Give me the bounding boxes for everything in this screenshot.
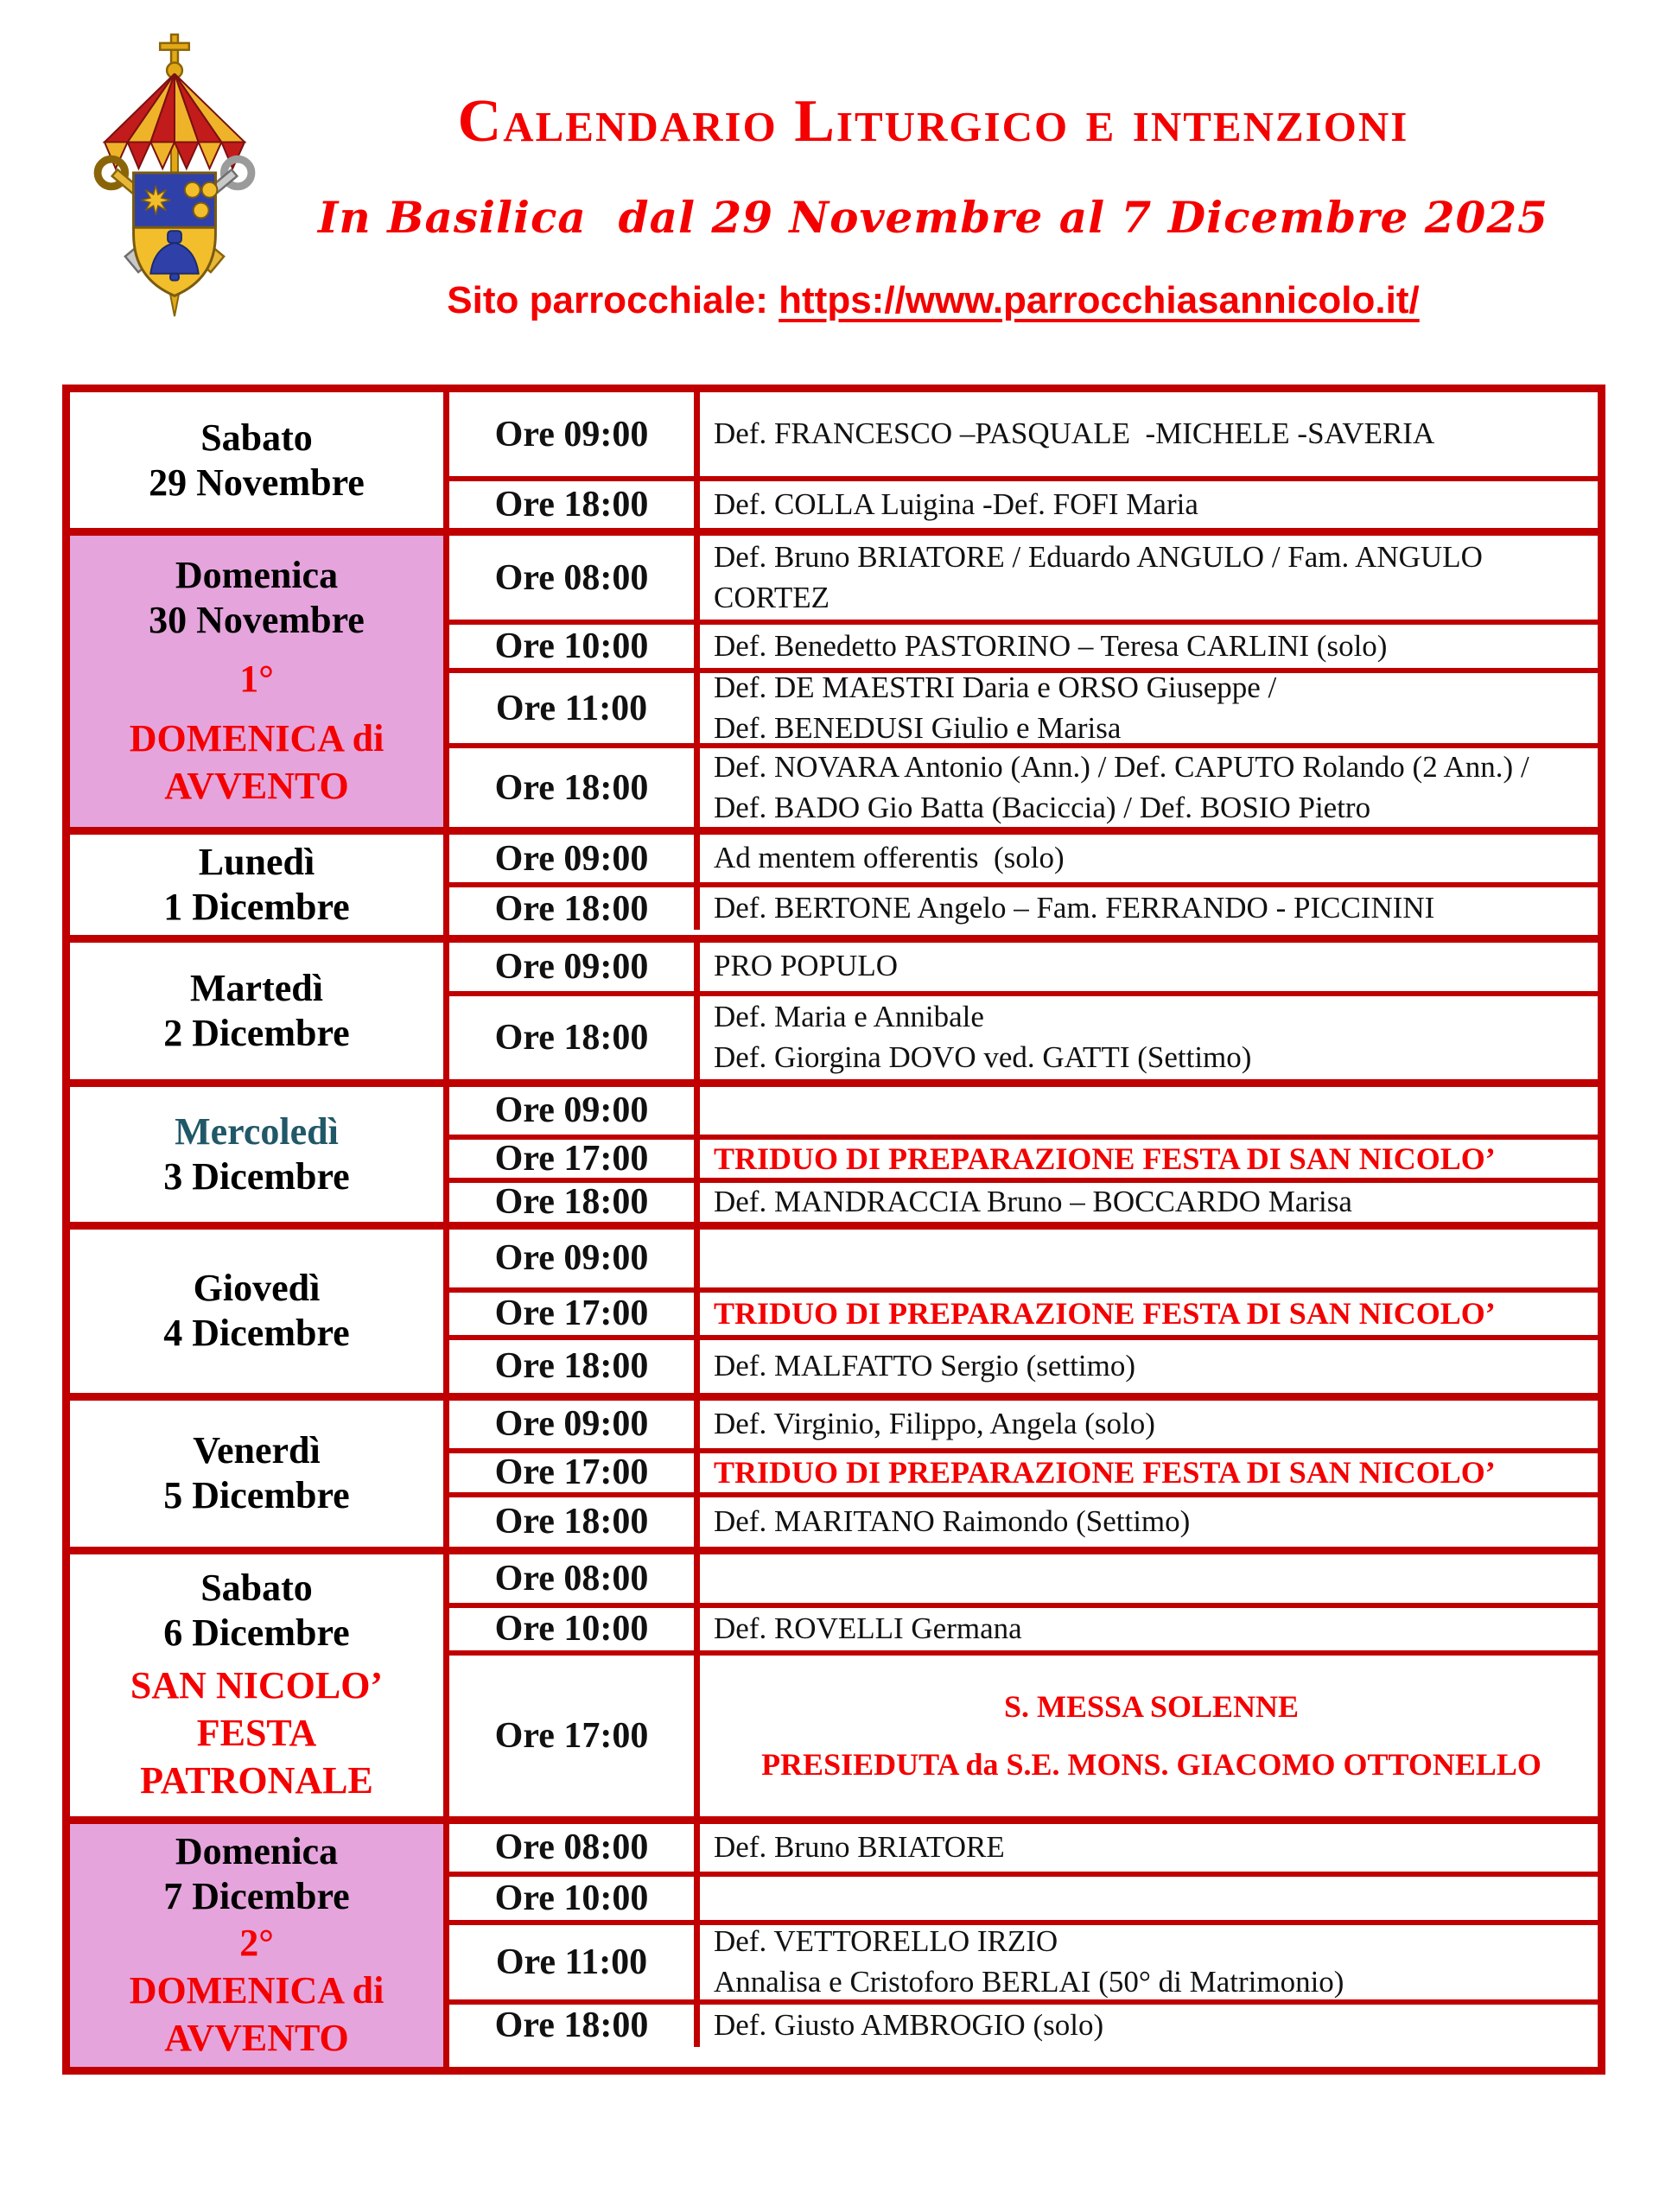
day-name-group xyxy=(163,1829,349,1919)
intention-line: Def. MARITANO Raimondo (Settimo) xyxy=(714,1503,1191,1538)
mass-intention xyxy=(700,1230,1598,1287)
day-special-group xyxy=(239,1919,274,1967)
day-name-group xyxy=(163,1109,349,1199)
mass-intention xyxy=(700,996,1598,1079)
day-name: Domenica xyxy=(175,1829,339,1872)
day-cell xyxy=(70,1401,449,1547)
mass-row xyxy=(449,620,1598,668)
intention-line: Def. MALFATTO Sergio (settimo) xyxy=(714,1348,1136,1382)
mass-intention xyxy=(700,835,1598,882)
day-block xyxy=(70,1547,1598,1816)
intention-line: Def. VETTORELLO IRZIO xyxy=(714,1923,1058,1958)
calendar-table xyxy=(62,385,1605,2075)
day-special-group xyxy=(130,1967,385,2062)
day-name-group xyxy=(163,966,349,1056)
mass-time: Ore 18:00 xyxy=(449,2005,700,2047)
intention-line: Def. Bruno BRIATORE / Eduardo ANGULO / Fam. ANGULO CORTEZ xyxy=(714,539,1491,614)
intention-line: Def. FRANCESCO –PASQUALE -MICHELE -SAVERIA xyxy=(714,416,1435,451)
page-title: Calendario Liturgico e intenzioni xyxy=(457,88,1409,155)
mass-intention xyxy=(700,1140,1598,1178)
mass-row xyxy=(449,1872,1598,1920)
day-block xyxy=(70,1079,1598,1222)
intention-line: S. MESSA SOLENNE xyxy=(1003,1689,1300,1725)
page-header xyxy=(276,0,1590,322)
mass-intention xyxy=(700,1453,1598,1492)
mass-time: Ore 09:00 xyxy=(449,392,700,476)
day-name-group xyxy=(149,553,365,643)
mass-intention xyxy=(700,1877,1598,1920)
mass-row xyxy=(449,1448,1598,1492)
mass-row xyxy=(449,1999,1598,2047)
mass-intention xyxy=(700,1183,1598,1222)
mass-time: Ore 18:00 xyxy=(449,1340,700,1393)
mass-intention xyxy=(700,1925,1598,1999)
mass-rows xyxy=(449,1824,1598,2067)
mass-intention xyxy=(700,1656,1598,1816)
day-date: 7 Dicembre xyxy=(163,1874,350,1917)
day-cell xyxy=(70,392,449,528)
day-cell xyxy=(70,536,449,827)
day-name: Giovedì xyxy=(193,1267,321,1310)
intention-line: PRESIEDUTA da S.E. MONS. GIACOMO OTTONELLO xyxy=(761,1746,1541,1782)
day-block xyxy=(70,392,1598,528)
mass-rows xyxy=(449,536,1598,827)
mass-intention xyxy=(700,1293,1598,1335)
day-block xyxy=(70,1393,1598,1547)
day-block xyxy=(70,935,1598,1079)
day-name-group xyxy=(163,840,349,930)
mass-row xyxy=(449,1603,1598,1650)
day-cell xyxy=(70,943,449,1079)
intention-line: Def. ROVELLI Germana xyxy=(714,1611,1022,1645)
mass-time: Ore 10:00 xyxy=(449,625,700,668)
mass-time: Ore 11:00 xyxy=(449,1925,700,1999)
mass-intention xyxy=(700,1340,1598,1393)
mass-time: Ore 18:00 xyxy=(449,996,700,1079)
mass-intention xyxy=(700,887,1598,930)
intention-line: Def. NOVARA Antonio (Ann.) / Def. CAPUTO Rolando (2 Ann.) / Def. BADO Gio Batta (Baciccia) / Def. BOSIO Pietro xyxy=(714,749,1537,824)
intention-line: PRO POPULO xyxy=(714,949,898,983)
site-line xyxy=(276,279,1590,322)
mass-row xyxy=(449,1135,1598,1178)
day-special-group xyxy=(130,715,385,810)
mass-row xyxy=(449,668,1598,743)
intention-line: TRIDUO DI PREPARAZIONE FESTA DI SAN NICOLO’ xyxy=(714,1455,1496,1491)
mass-intention xyxy=(700,943,1598,991)
intention-line: Def. Maria e Annibale xyxy=(714,999,984,1033)
day-name-group xyxy=(163,1266,349,1356)
site-label: Sito parrocchiale: xyxy=(447,278,779,321)
mass-intention xyxy=(700,536,1598,620)
mass-row xyxy=(449,1650,1598,1816)
mass-rows xyxy=(449,392,1598,528)
mass-row xyxy=(449,1492,1598,1547)
intention-line: Def. Giorgina DOVO ved. GATTI (Settimo) xyxy=(714,1039,1252,1074)
day-block xyxy=(70,1222,1598,1393)
mass-row xyxy=(449,743,1598,827)
day-name: Martedì xyxy=(190,966,323,1009)
day-special-label: AVVENTO xyxy=(164,2016,349,2059)
mass-row xyxy=(449,1335,1598,1393)
mass-intention xyxy=(700,392,1598,476)
day-name: Mercoledì xyxy=(175,1109,339,1153)
day-name-group xyxy=(149,416,365,505)
intention-line: Def. Giusto AMBROGIO (solo) xyxy=(714,2007,1104,2042)
day-special-label: SAN NICOLO’ xyxy=(130,1664,384,1707)
mass-row xyxy=(449,1230,1598,1287)
mass-row xyxy=(449,392,1598,476)
intention-line: TRIDUO DI PREPARAZIONE FESTA DI SAN NICOLO’ xyxy=(714,1141,1496,1176)
mass-intention xyxy=(700,1497,1598,1547)
mass-intention xyxy=(700,748,1598,827)
mass-time: Ore 17:00 xyxy=(449,1293,700,1335)
intention-line: Def. BENEDUSI Giulio e Marisa xyxy=(714,710,1122,745)
day-name: Sabato xyxy=(200,1567,313,1610)
day-date: 5 Dicembre xyxy=(163,1474,350,1517)
mass-time: Ore 09:00 xyxy=(449,1401,700,1448)
day-date: 2 Dicembre xyxy=(163,1011,350,1054)
mass-rows xyxy=(449,1230,1598,1393)
mass-intention xyxy=(700,1608,1598,1650)
day-date: 29 Novembre xyxy=(149,461,365,504)
mass-rows xyxy=(449,1087,1598,1222)
day-block xyxy=(70,528,1598,827)
mass-row xyxy=(449,476,1598,528)
mass-time: Ore 11:00 xyxy=(449,673,700,743)
intention-line: TRIDUO DI PREPARAZIONE FESTA DI SAN NICOLO’ xyxy=(714,1296,1496,1332)
day-name-group xyxy=(163,1428,349,1518)
mass-time: Ore 08:00 xyxy=(449,1824,700,1872)
intention-line: Def. Bruno BRIATORE xyxy=(714,1829,1005,1864)
mass-intention xyxy=(700,670,1598,745)
mass-time: Ore 09:00 xyxy=(449,943,700,991)
intention-line: Def. BERTONE Angelo – Fam. FERRANDO - PICCININI xyxy=(714,891,1435,925)
day-name: Venerdì xyxy=(193,1429,321,1472)
day-cell xyxy=(70,1230,449,1393)
day-special-group xyxy=(130,1662,383,1804)
mass-row xyxy=(449,882,1598,930)
mass-time: Ore 08:00 xyxy=(449,536,700,620)
mass-time: Ore 17:00 xyxy=(449,1656,700,1816)
mass-time: Ore 10:00 xyxy=(449,1877,700,1920)
intention-line: Ad mentem offerentis (solo) xyxy=(714,841,1065,875)
day-special-label: DOMENICA di xyxy=(129,1968,385,2012)
mass-row xyxy=(449,1401,1598,1448)
mass-time: Ore 18:00 xyxy=(449,1183,700,1222)
site-link[interactable]: https://www.parrocchiasannicolo.it/ xyxy=(779,278,1420,321)
day-cell xyxy=(70,1087,449,1222)
day-name: Domenica xyxy=(175,554,339,597)
mass-time: Ore 17:00 xyxy=(449,1140,700,1178)
mass-row xyxy=(449,1287,1598,1335)
intention-line: Def. Virginio, Filippo, Angela (solo) xyxy=(714,1406,1155,1440)
mass-intention xyxy=(700,625,1598,668)
intention-line: Def. COLLA Luigina -Def. FOFI Maria xyxy=(714,486,1198,521)
day-special-label: PATRONALE xyxy=(140,1759,373,1802)
mass-row xyxy=(449,1554,1598,1603)
mass-row xyxy=(449,1920,1598,1999)
day-cell xyxy=(70,1554,449,1816)
mass-row xyxy=(449,536,1598,620)
mass-time: Ore 18:00 xyxy=(449,481,700,528)
mass-time: Ore 18:00 xyxy=(449,887,700,930)
day-date: 6 Dicembre xyxy=(163,1611,350,1655)
mass-intention xyxy=(700,481,1598,528)
page-subtitle: In Basilica dal 29 Novembre al 7 Dicembre 2025 xyxy=(318,191,1548,243)
day-date: 3 Dicembre xyxy=(163,1154,350,1198)
day-block xyxy=(70,1816,1598,2067)
day-special-label: 1° xyxy=(239,657,274,700)
mass-intention xyxy=(700,1087,1598,1135)
mass-rows xyxy=(449,1554,1598,1816)
mass-row xyxy=(449,1824,1598,1872)
day-name-group xyxy=(163,1566,349,1656)
mass-intention xyxy=(700,1554,1598,1603)
day-special-label: DOMENICA di xyxy=(129,716,385,760)
mass-intention xyxy=(700,1401,1598,1448)
day-special-group xyxy=(239,655,274,702)
day-name: Sabato xyxy=(200,416,313,459)
basilica-crest-icon xyxy=(74,29,275,320)
day-name: Lunedì xyxy=(198,841,315,883)
mass-time: Ore 17:00 xyxy=(449,1453,700,1492)
mass-time: Ore 10:00 xyxy=(449,1608,700,1650)
mass-rows xyxy=(449,1401,1598,1547)
intention-line: Def. MANDRACCIA Bruno – BOCCARDO Marisa xyxy=(714,1184,1352,1218)
day-special-label: 2° xyxy=(239,1921,274,1964)
mass-rows xyxy=(449,835,1598,935)
day-block xyxy=(70,827,1598,935)
mass-row xyxy=(449,1178,1598,1222)
day-date: 4 Dicembre xyxy=(163,1312,350,1355)
mass-time: Ore 09:00 xyxy=(449,835,700,882)
mass-time: Ore 08:00 xyxy=(449,1554,700,1603)
intention-line: Def. Benedetto PASTORINO – Teresa CARLINI (solo) xyxy=(714,628,1388,663)
day-special-label: FESTA xyxy=(196,1712,317,1755)
mass-row xyxy=(449,991,1598,1079)
intention-line: Def. DE MAESTRI Daria e ORSO Giuseppe / xyxy=(714,670,1277,704)
mass-intention xyxy=(700,1824,1598,1872)
day-cell xyxy=(70,835,449,935)
day-date: 1 Dicembre xyxy=(163,885,350,928)
mass-time: Ore 09:00 xyxy=(449,1230,700,1287)
mass-time: Ore 18:00 xyxy=(449,1497,700,1547)
mass-time: Ore 09:00 xyxy=(449,1087,700,1135)
mass-row xyxy=(449,835,1598,882)
mass-row xyxy=(449,943,1598,991)
intention-line: Annalisa e Cristoforo BERLAI (50° di Matrimonio) xyxy=(714,1964,1344,1999)
day-date: 30 Novembre xyxy=(149,598,365,641)
mass-rows xyxy=(449,943,1598,1079)
mass-time: Ore 18:00 xyxy=(449,748,700,827)
mass-row xyxy=(449,1087,1598,1135)
day-cell xyxy=(70,1824,449,2067)
day-special-label: AVVENTO xyxy=(164,764,349,807)
mass-intention xyxy=(700,2005,1598,2047)
